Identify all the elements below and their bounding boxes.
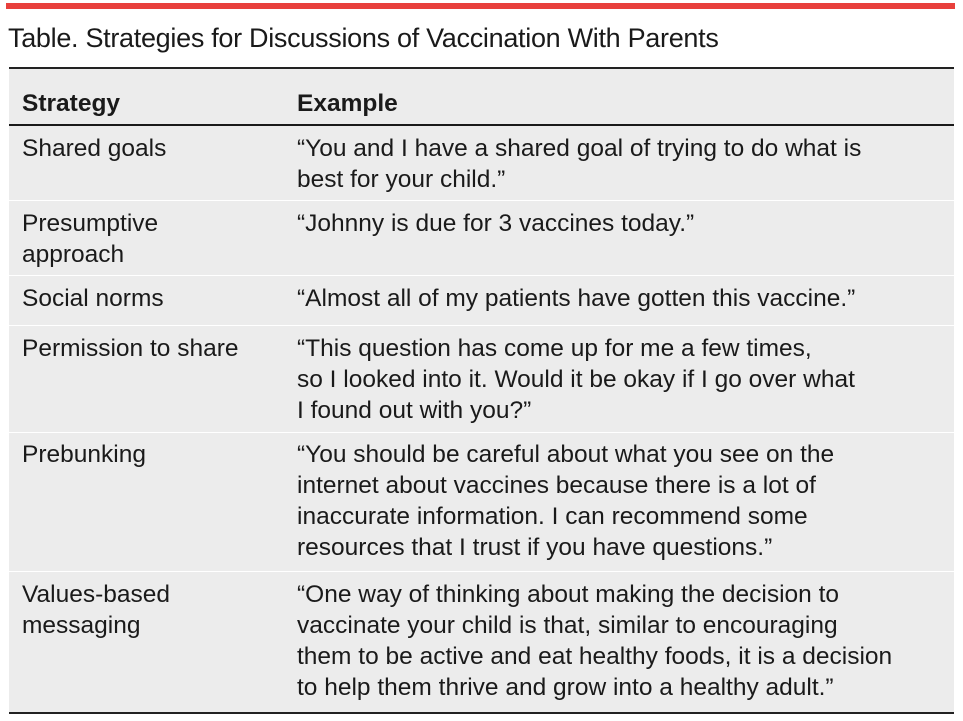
strategy-cell: Social norms xyxy=(22,285,164,312)
table-row xyxy=(9,126,954,201)
strategy-cell: Prebunking xyxy=(22,441,146,468)
table-row xyxy=(9,433,954,572)
table-header-row xyxy=(9,69,954,126)
table-row xyxy=(9,326,954,433)
accent-bar xyxy=(6,3,955,9)
column-header-example: Example xyxy=(297,90,398,117)
column-header-strategy: Strategy xyxy=(22,90,121,117)
table-title: Table. Strategies for Discussions of Vaccination With Parents xyxy=(8,23,719,53)
table-row xyxy=(9,572,954,712)
example-cell: “Johnny is due for 3 vaccines today.” xyxy=(297,210,695,237)
strategy-cell: Permission to share xyxy=(22,335,239,362)
example-cell: “Almost all of my patients have gotten this vaccine.” xyxy=(297,285,856,312)
table-row xyxy=(9,201,954,276)
strategies-table xyxy=(9,67,954,714)
example-cell: “You and I have a shared goal of trying to do what is best for your child.” xyxy=(297,135,862,193)
example-cell: “This question has come up for me a few times, so I looked into it. Would it be okay if I go over what I found out with you?” xyxy=(297,335,855,424)
strategy-cell: Shared goals xyxy=(22,135,167,162)
table-row xyxy=(9,276,954,326)
strategy-cell: Presumptive approach xyxy=(22,210,159,268)
strategy-cell: Values-based messaging xyxy=(22,581,171,639)
example-cell: “One way of thinking about making the decision to vaccinate your child is that, similar to encouraging them to be active and eat healthy foods, it is a decision to help them thrive and grow into a healthy adult.” xyxy=(297,581,893,701)
example-cell: “You should be careful about what you see on the internet about vaccines because there is a lot of inaccurate information. I can recommend some resources that I trust if you have questions.” xyxy=(297,441,835,561)
